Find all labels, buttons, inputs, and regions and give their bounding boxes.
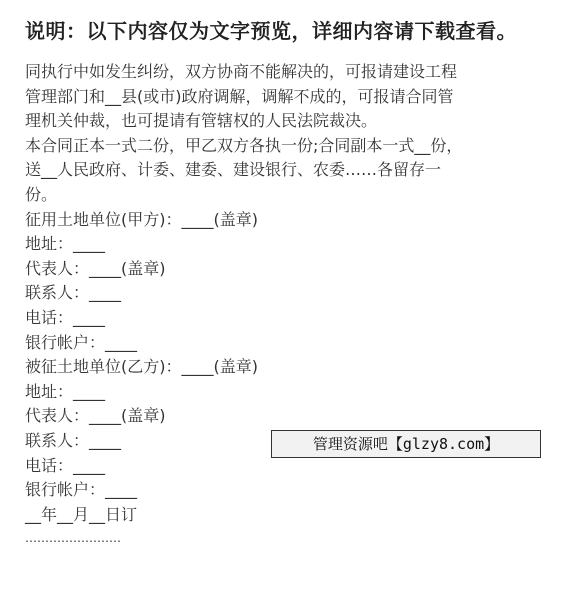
paragraph-line: 送__人民政府、计委、建委、建设银行、农委……各留存一 bbox=[25, 160, 442, 180]
party-b-phone: 电话：____ bbox=[25, 455, 106, 475]
party-a-unit: 征用土地单位(甲方)：____(盖章) bbox=[25, 209, 258, 229]
watermark-badge: 管理资源吧【glzy8.com】 bbox=[271, 430, 541, 458]
paragraph-line: 同执行中如发生纠纷，双方协商不能解决的，可报请建设工程 bbox=[25, 62, 458, 81]
party-b-address: 地址：____ bbox=[25, 381, 106, 401]
party-a-representative: 代表人：____(盖章) bbox=[25, 258, 166, 278]
dispute-clause-paragraph bbox=[25, 60, 555, 134]
party-a-contact: 联系人：____ bbox=[25, 283, 122, 303]
continuation-ellipsis: …………………… bbox=[25, 531, 121, 545]
party-b-unit: 被征土地单位(乙方)：____(盖章) bbox=[25, 357, 258, 377]
paragraph-line: 理机关仲裁，也可提请有管辖权的人民法院裁决。 bbox=[25, 111, 378, 131]
party-b-representative: 代表人：____(盖章) bbox=[25, 406, 166, 426]
party-a-phone: 电话：____ bbox=[25, 307, 106, 327]
paragraph-line: 份。 bbox=[25, 184, 58, 204]
party-b-contact: 联系人：____ bbox=[25, 430, 122, 450]
signing-date: __年__月__日订 bbox=[25, 504, 138, 524]
preview-notice-heading: 说明：以下内容仅为文字预览，详细内容请下载查看。 bbox=[25, 19, 517, 43]
party-a-address: 地址：____ bbox=[25, 234, 106, 254]
copies-clause-paragraph bbox=[25, 134, 555, 208]
paragraph-line: 管理部门和__县(或市)政府调解，调解不成的，可报请合同管 bbox=[25, 86, 454, 106]
party-a-block bbox=[25, 208, 555, 356]
party-b-block bbox=[25, 355, 555, 503]
paragraph-line: 本合同正本一式二份，甲乙双方各执一份;合同副本一式__份， bbox=[25, 135, 463, 155]
party-b-bank-account: 银行帐户：____ bbox=[25, 480, 138, 500]
party-a-bank-account: 银行帐户：____ bbox=[25, 332, 138, 352]
